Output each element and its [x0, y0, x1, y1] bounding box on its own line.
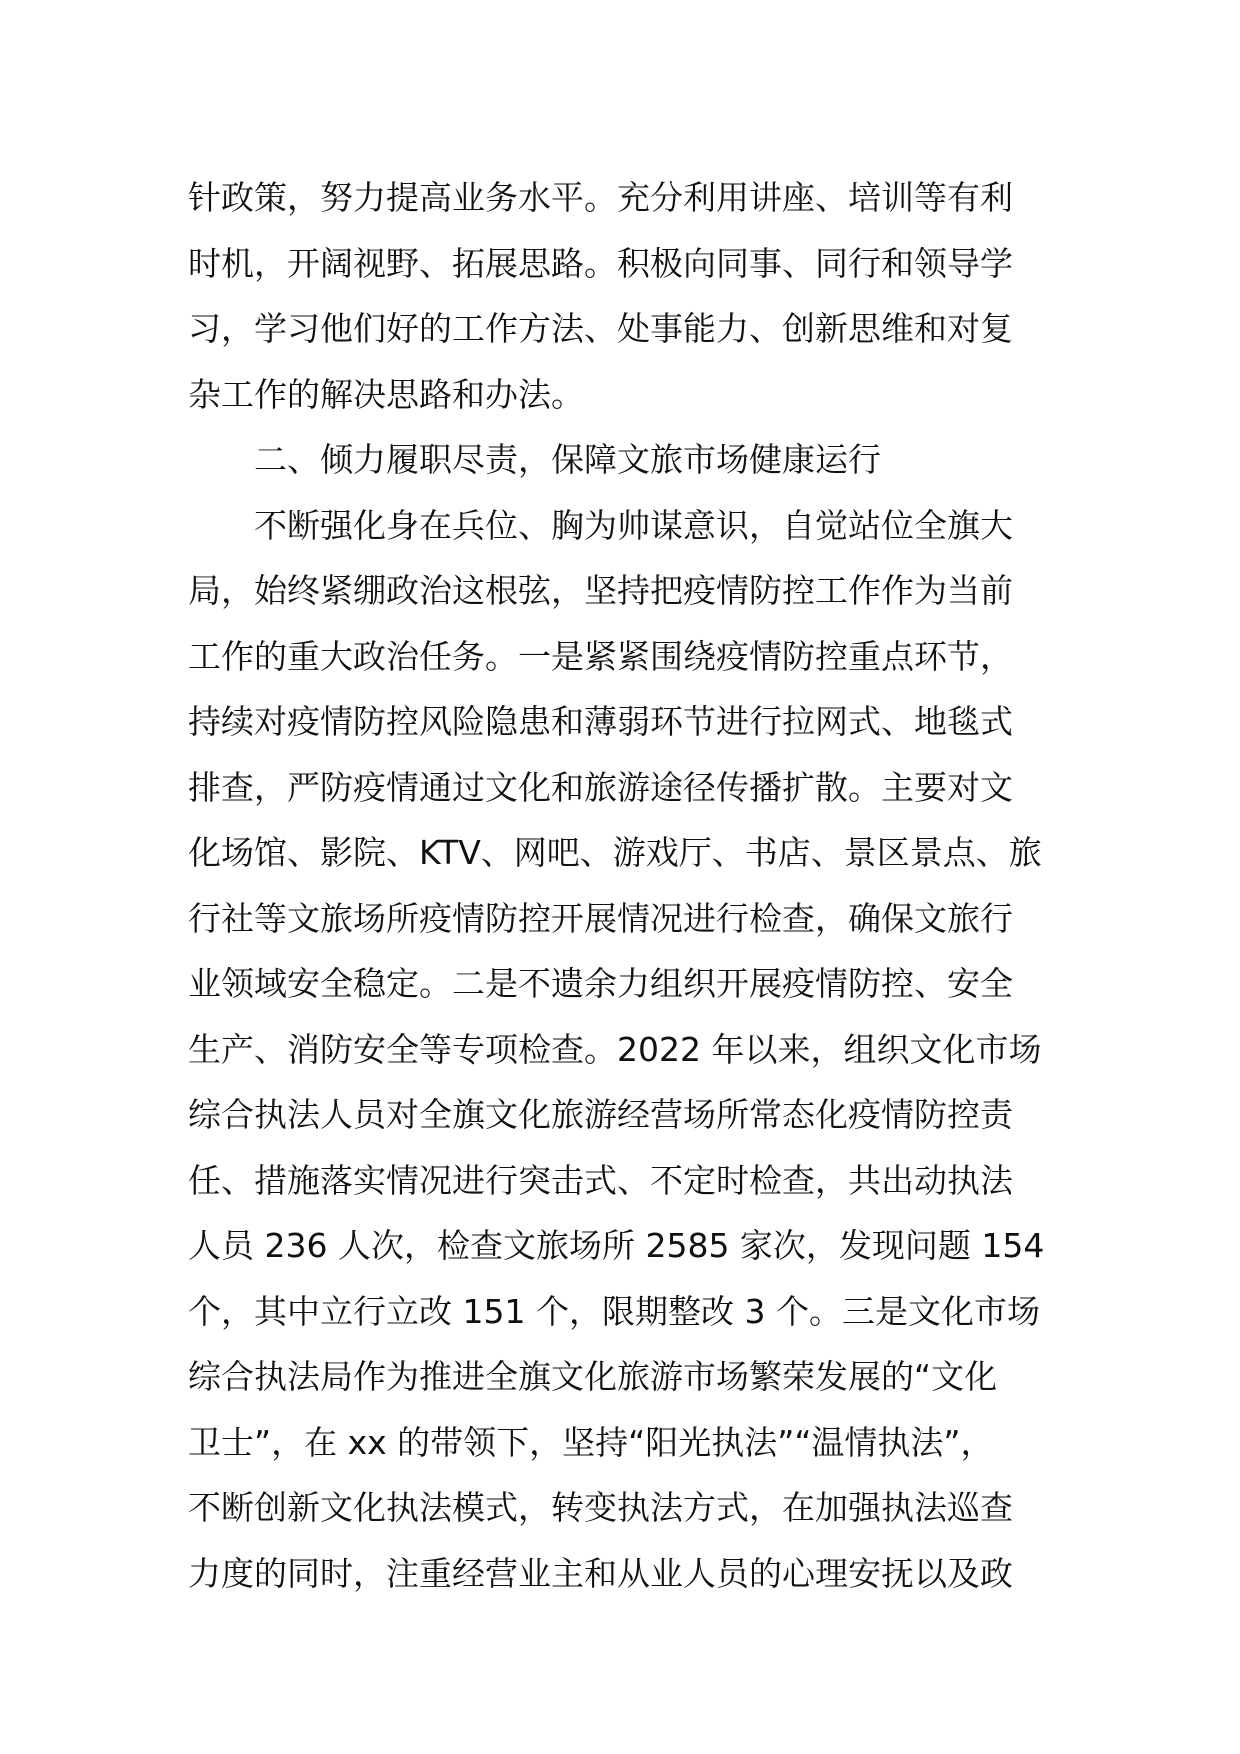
text-line: 任、措施落实情况进行突击式、不定时检查，共出动执法	[188, 1160, 1013, 1200]
text-line: 不断强化身在兵位、胸为帅谋意识，自觉站位全旗大	[254, 505, 1013, 545]
text-line: 行社等文旅场所疫情防控开展情况进行检查，确保文旅行	[188, 898, 1013, 938]
text-line: 化场馆、影院、KTV、网吧、游戏厅、书店、景区景点、旅	[188, 833, 1042, 872]
text-line: 不断创新文化执法模式，转变执法方式，在加强执法巡查	[188, 1488, 1013, 1527]
text-line: 时机，开阔视野、拓展思路。积极向同事、同行和领导学	[188, 243, 1013, 283]
text-line: 业领域安全稳定。二是不遗余力组织开展疫情防控、安全	[188, 964, 1013, 1003]
text-line: 综合执法人员对全旗文化旅游经营场所常态化疫情防控责	[188, 1095, 1013, 1134]
text-line: 习，学习他们好的工作方法、处事能力、创新思维和对复	[188, 309, 1013, 348]
text-line: 力度的同时，注重经营业主和从业人员的心理安抚以及政	[188, 1553, 1013, 1593]
text-line: 工作的重大政治任务。一是紧紧围绕疫情防控重点环节，	[188, 636, 1013, 676]
section-heading: 二、倾力履职尽责，保障文旅市场健康运行	[254, 440, 881, 479]
text-line: 综合执法局作为推进全旗文化旅游市场繁荣发展的“文化	[188, 1357, 998, 1396]
text-line: 生产、消防安全等专项检查。2022 年以来，组织文化市场	[188, 1029, 1042, 1069]
text-line: 排查，严防疫情通过文化和旅游途径传播扩散。主要对文	[188, 767, 1013, 807]
text-line: 持续对疫情防控风险隐患和薄弱环节进行拉网式、地毯式	[188, 702, 1013, 741]
body-text	[188, 165, 1068, 1606]
text-line: 人员 236 人次，检查文旅场所 2585 家次，发现问题 154	[188, 1226, 1045, 1265]
text-line: 杂工作的解决思路和办法。	[188, 374, 584, 414]
text-line: 针政策，努力提高业务水平。充分利用讲座、培训等有利	[188, 178, 1013, 217]
text-line: 卫士”，在 xx 的带领下，坚持“阳光执法”“温情执法”，	[188, 1422, 994, 1462]
text-line: 局，始终紧绷政治这根弦，坚持把疫情防控工作作为当前	[188, 571, 1013, 610]
text-line: 个，其中立行立改 151 个，限期整改 3 个。三是文化市场	[188, 1291, 1040, 1331]
